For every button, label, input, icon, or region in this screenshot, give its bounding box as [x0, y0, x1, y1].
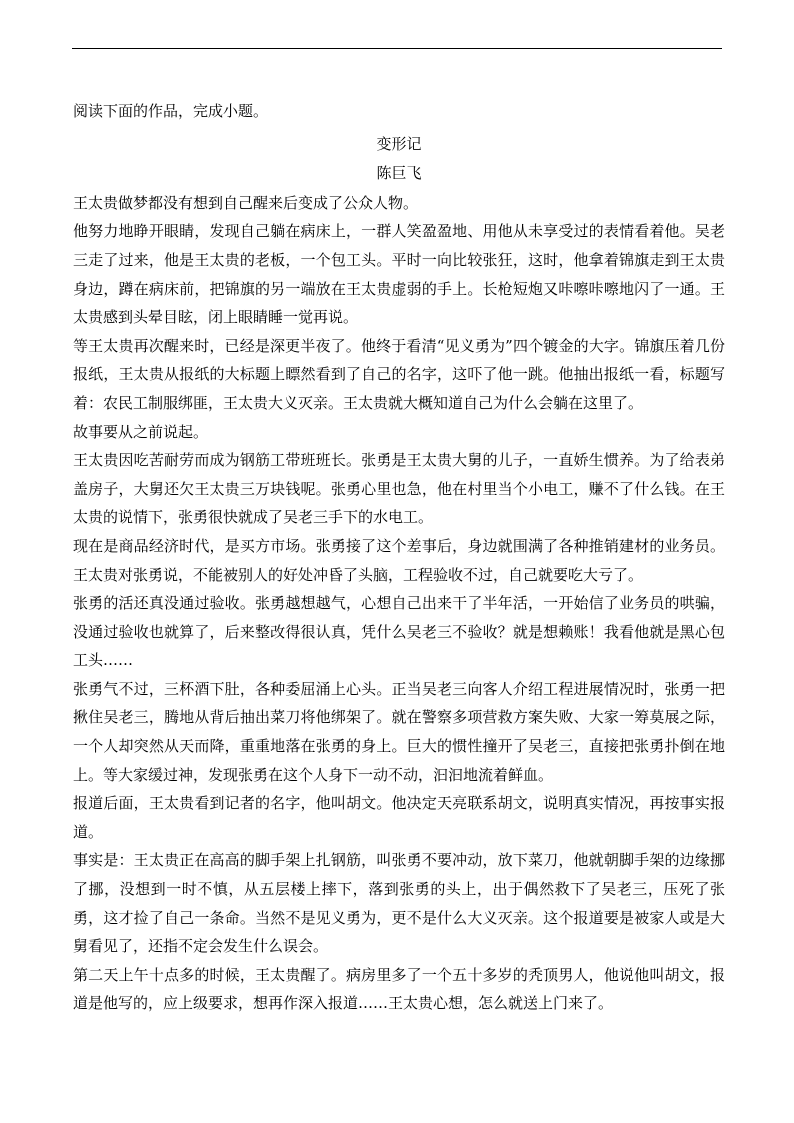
header-rule	[72, 48, 722, 49]
paragraph: 等王太贵再次醒来时，已经是深更半夜了。他终于看清“见义勇为”四个镀金的大字。锦旗压着几份报纸，王太贵从报纸的大标题上瞟然看到了自己的名字，这吓了他一跳。他抽出报纸一看，标题写着：农民工制服绑匪，王太贵大义灭亲。王太贵就大概知道自己为什么会躺在这里了。	[73, 336, 725, 412]
paragraph: 第二天上午十点多的时候，王太贵醒了。病房里多了一个五十多岁的秃顶男人，他说他叫胡文，报道是他写的，应上级要求，想再作深入报道……王太贵心想，怎么就送上门来了。	[73, 965, 725, 1013]
paragraph: 王太贵因吃苦耐劳而成为钢筋工带班班长。张勇是王太贵大舅的儿子，一直娇生惯养。为了给表弟盖房子，大舅还欠王太贵三万块钱呢。张勇心里也急，他在村里当个小电工，赚不了什么钱。在王太贵的说情下，张勇很快就成了吴老三手下的水电工。	[73, 451, 725, 527]
paragraph: 张勇的活还真没通过验收。张勇越想越气，心想自己出来干了半年活，一开始信了业务员的哄骗，没通过验收也就算了，后来整改得很认真，凭什么吴老三不验收？就是想赖账！我看他就是黑心包工头……	[73, 594, 725, 670]
paragraph: 故事要从之前说起。	[73, 422, 209, 441]
paragraph: 他努力地睁开眼睛，发现自己躺在病床上，一群人笑盈盈地、用他从未享受过的表情看着他。吴老三走了过来，他是王太贵的老板，一个包工头。平时一向比较张狂，这时，他拿着锦旗走到王太贵身边，蹲在病床前，把锦旗的另一端放在王太贵虚弱的手上。长枪短炮又咔嚓咔嚓地闪了一通。王太贵感到头晕目眩，闭上眼睛睡一觉再说。	[73, 222, 725, 327]
article-author: 陈巨飞	[376, 164, 422, 183]
article-title: 变形记	[376, 134, 422, 153]
instruction-text: 阅读下面的作品，完成小题。	[73, 102, 269, 120]
paragraph: 事实是：王太贵正在高高的脚手架上扎钢筋，叫张勇不要冲动，放下菜刀，他就朝脚手架的边缘挪了挪，没想到一时不慎，从五层楼上摔下，落到张勇的头上，出于偶然救下了吴老三，压死了张勇，这才捡了自己一条命。当然不是见义勇为，更不是什么大义灭亲。这个报道要是被家人或是大舅看见了，还指不定会发生什么误会。	[73, 851, 725, 956]
paragraph: 现在是商品经济时代，是买方市场。张勇接了这个差事后，身边就围满了各种推销建材的业务员。王太贵对张勇说，不能被别人的好处冲昏了头脑，工程验收不过，自己就要吃大亏了。	[73, 536, 725, 584]
paragraph: 王太贵做梦都没有想到自己醒来后变成了公众人物。	[73, 193, 419, 212]
paragraph: 张勇气不过，三杯酒下肚，各种委屈涌上心头。正当吴老三向客人介绍工程进展情况时，张勇一把揪住吴老三，腾地从背后抽出菜刀将他绑架了。就在警察多项营救方案失败、大家一筹莫展之际，一个人却突然从天而降，重重地落在张勇的身上。巨大的惯性撞开了吴老三，直接把张勇扑倒在地上。等大家缓过神，发现张勇在这个人身下一动不动，汩汩地流着鲜血。	[73, 679, 725, 784]
article-body	[73, 97, 725, 1018]
paragraph: 报道后面，王太贵看到记者的名字，他叫胡文。他决定天亮联系胡文，说明真实情况，再按事实报道。	[73, 794, 725, 841]
